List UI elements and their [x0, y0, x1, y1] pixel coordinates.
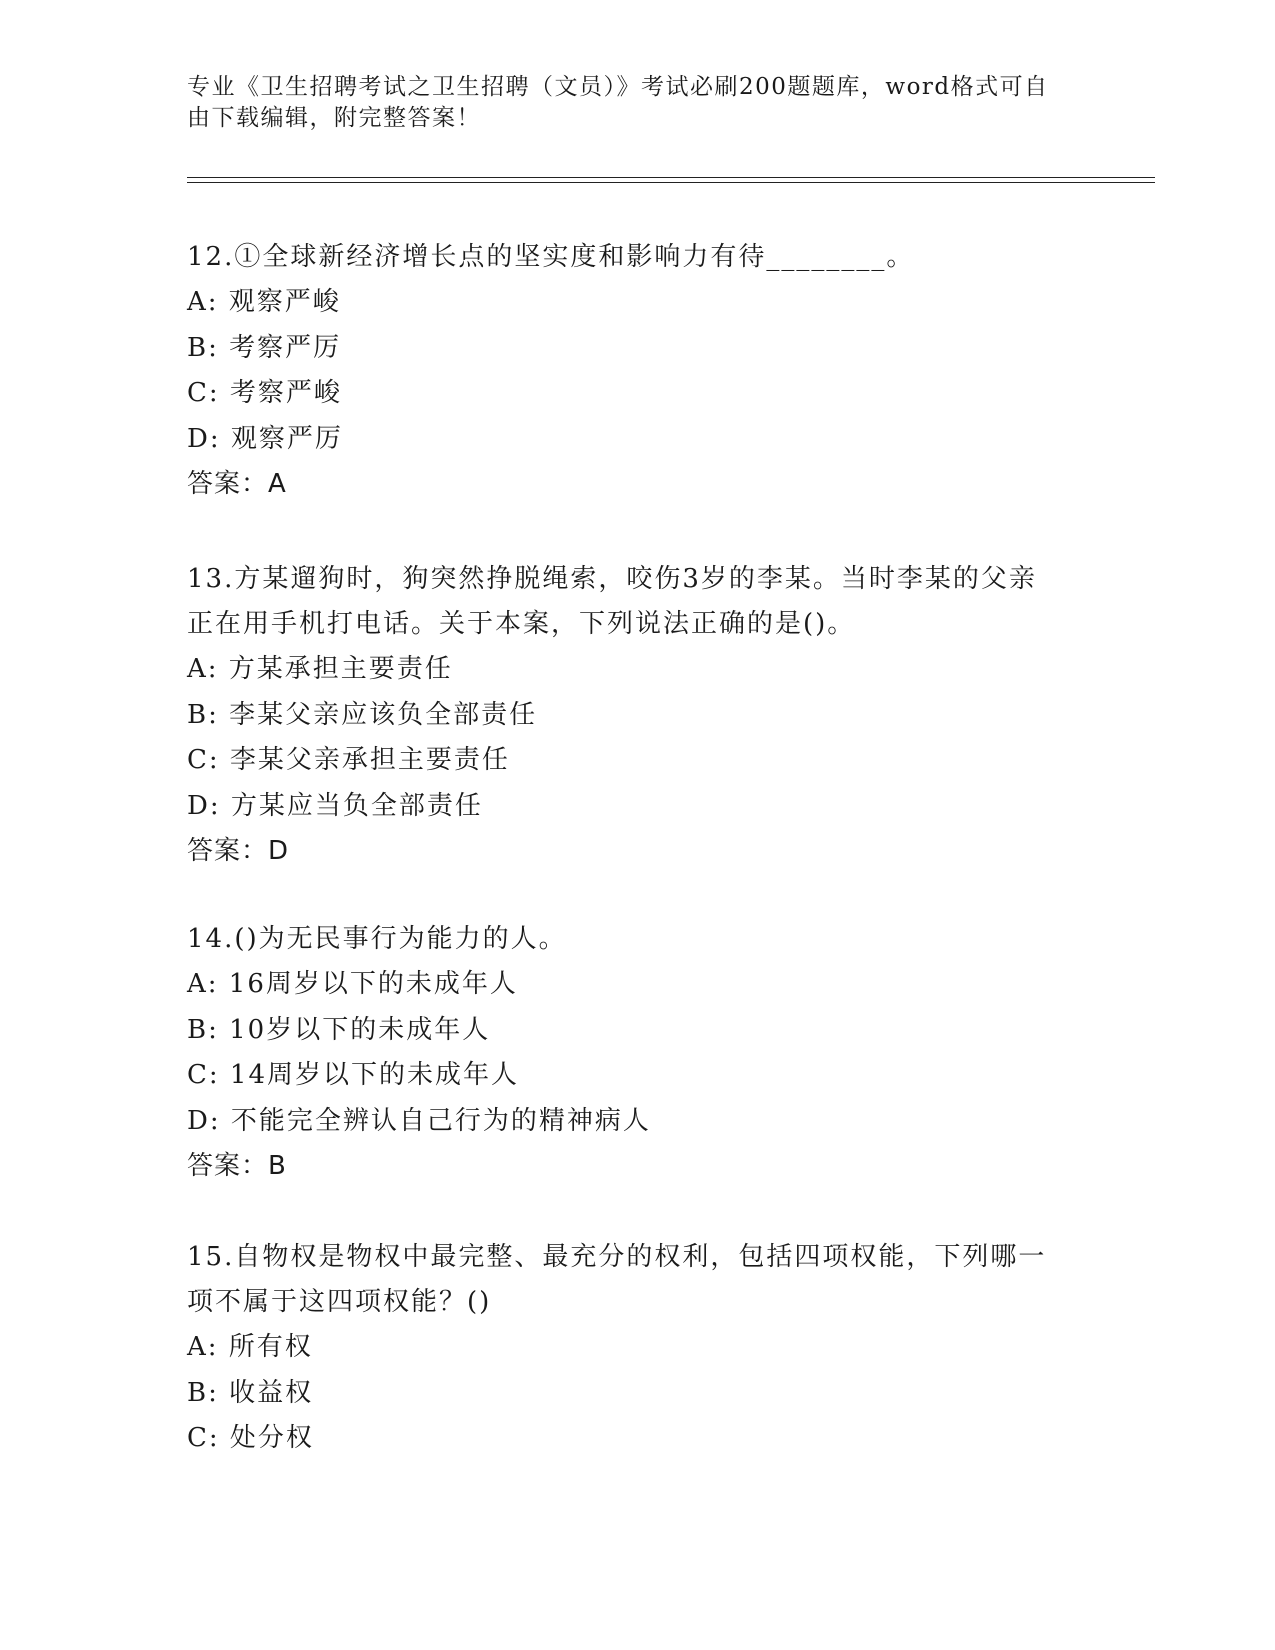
option-c: C: 考察严峻 — [187, 378, 342, 408]
option-a: A: 观察严峻 — [187, 287, 341, 317]
option-b: B: 10岁以下的未成年人 — [187, 1014, 491, 1045]
answer: 答案：A — [187, 469, 287, 499]
question-13 — [187, 557, 1087, 875]
option-c: C: 李某父亲承担主要责任 — [187, 745, 510, 775]
option-c: C: 处分权 — [187, 1423, 314, 1453]
header-line-1: 专业《卫生招聘考试之卫生招聘（文员）》考试必刷200题题库，word格式可自 — [187, 74, 1049, 100]
header-line-2: 由下载编辑，附完整答案！ — [187, 105, 481, 131]
question-stem-line-1: 15.自物权是物权中最完整、最充分的权利，包括四项权能，下列哪一 — [187, 1242, 1047, 1272]
question-stem-line-2: 项不属于这四项权能？() — [187, 1287, 492, 1317]
answer: 答案：B — [187, 1151, 287, 1181]
question-15 — [187, 1235, 1087, 1462]
option-c: C: 14周岁以下的未成年人 — [187, 1060, 520, 1090]
option-a: A: 所有权 — [187, 1332, 313, 1362]
option-d: D: 方某应当负全部责任 — [187, 790, 483, 821]
answer: 答案：D — [187, 836, 290, 866]
header-divider-bottom — [187, 182, 1155, 183]
question-stem: 12.①全球新经济增长点的坚实度和影响力有待________。 — [187, 242, 915, 272]
option-d: D: 不能完全辨认自己行为的精神病人 — [187, 1105, 651, 1136]
question-14 — [187, 917, 1087, 1190]
option-b: B: 考察严厉 — [187, 332, 342, 363]
question-stem-line-1: 13.方某遛狗时，狗突然挣脱绳索，咬伤3岁的李某。当时李某的父亲 — [187, 564, 1037, 594]
option-b: B: 收益权 — [187, 1377, 314, 1408]
question-12 — [187, 235, 1087, 508]
question-stem-line-2: 正在用手机打电话。关于本案，下列说法正确的是()。 — [187, 609, 856, 639]
option-a: A: 16周岁以下的未成年人 — [187, 969, 518, 999]
option-b: B: 李某父亲应该负全部责任 — [187, 699, 538, 730]
option-d: D: 观察严厉 — [187, 423, 343, 454]
document-header — [187, 72, 1067, 134]
option-a: A: 方某承担主要责任 — [187, 654, 453, 684]
header-divider-top — [187, 177, 1155, 178]
question-stem: 14.()为无民事行为能力的人。 — [187, 924, 567, 954]
